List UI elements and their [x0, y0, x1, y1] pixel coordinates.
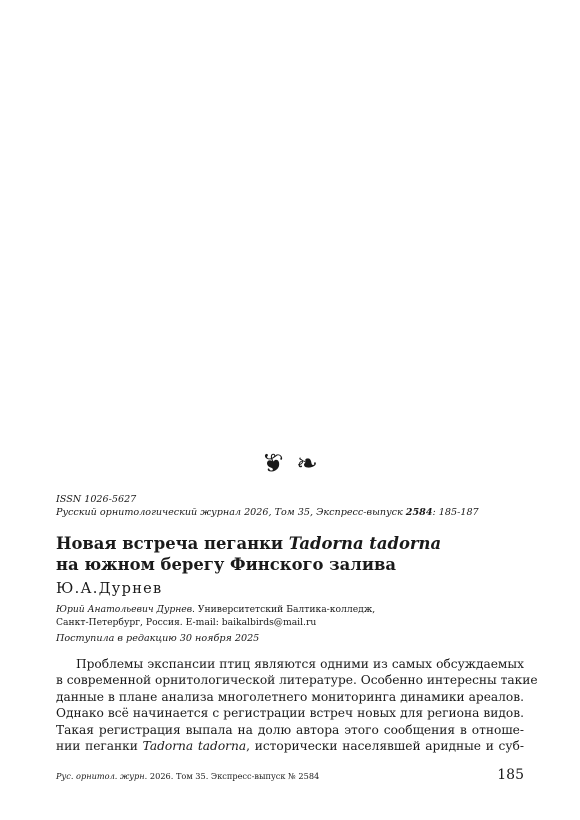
footer-issue: 2026. Том 35. Экспресс-выпуск № 2584: [147, 771, 320, 781]
body-line: Такая регистрация выпала на долю автора этого сообщения в отноше-: [56, 722, 524, 737]
body-line-6-pre: нии пеганки: [56, 739, 143, 754]
footer-journal-abbr: Рус. орнитол. журн.: [56, 771, 148, 781]
journal-citation-text: Русский орнитологический журнал 2026, Том 35, Экспресс-выпуск: [56, 507, 406, 518]
ornament-left-icon: ❦: [258, 449, 284, 479]
body-line: [56, 738, 524, 754]
author-name: Ю.А.Дурнев: [56, 581, 163, 597]
affiliation-line-1: [56, 603, 526, 616]
title-text: Новая встреча пеганки: [56, 534, 289, 553]
page-footer: [56, 766, 524, 784]
page-range: : 185-187: [432, 507, 479, 518]
journal-citation: [56, 506, 526, 519]
title-line-1: [56, 533, 526, 554]
author-full-name: Юрий Анатольевич Дурнев: [56, 604, 193, 615]
article-title: [56, 533, 526, 575]
body-line: данные в плане анализа многолетнего мониторинга динамики ареалов.: [56, 689, 524, 704]
ornament-right-icon: ❧: [296, 449, 322, 479]
article-body: [56, 656, 538, 754]
body-line: в современной орнитологической литературе. Особенно интересны такие: [56, 673, 538, 688]
issn: ISSN 1026-5627: [56, 494, 137, 505]
body-species: Tadorna tadorna: [142, 739, 247, 754]
ornament-divider: [0, 447, 580, 481]
page-number: 185: [497, 767, 524, 783]
body-line: Проблемы экспансии птиц являются одними из самых обсуждаемых: [76, 657, 524, 671]
received-date: Поступила в редакцию 30 ноября 2025: [56, 633, 260, 644]
title-line-2: на южном берегу Финского залива: [56, 555, 396, 574]
body-line-6-post: , исторически населявшей аридные и суб-: [246, 739, 525, 754]
journal-meta: [56, 493, 526, 519]
affiliation-institution: . Университетский Балтика-колледж,: [192, 604, 376, 615]
issue-number: 2584: [405, 507, 433, 518]
footer-citation: [56, 770, 319, 782]
affiliation-line-2: Санкт-Петербург, Россия. E-mail: baikalbirds@mail.ru: [56, 617, 317, 628]
author-affiliation: [56, 603, 526, 629]
body-line: Однако всё начинается с регистрации встреч новых для региона видов.: [56, 706, 524, 721]
title-species: Tadorna tadorna: [288, 534, 442, 553]
